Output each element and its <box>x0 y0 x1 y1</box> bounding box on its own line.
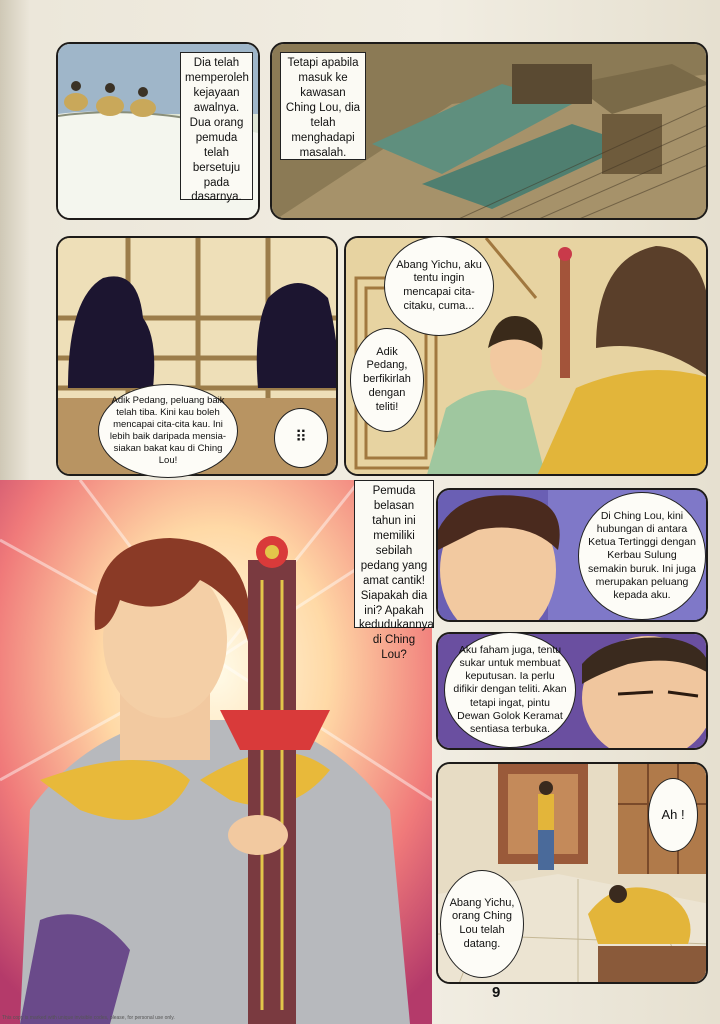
speech-bubble-panel4-left <box>350 328 424 432</box>
caption-panel2: Tetapi apabila masuk ke kawasan Ching Lou, dia telah menghadapi masalah. <box>280 52 366 160</box>
footer-note: This copy is marked with unique invisible codes, please, for personal use only. <box>2 1015 175 1021</box>
speech-text: Adik Pedang, peluang baik telah tiba. Kini kau boleh mencapai cita-cita kau. Ini lebih baik daripada mensia-siakan bakat kau di Ching Lou! <box>109 395 227 466</box>
speech-text: Di Ching Lou, kini hubungan di antara Ketua Tertinggi dengan Kerbau Sulung semakin buruk. Ini juga merupakan peluang kepada aku. <box>588 510 696 601</box>
speech-bubble-panel8 <box>440 870 524 978</box>
dots-glyph: ⠿ <box>295 429 307 446</box>
speech-text: Aku faham juga, tentu sukar untuk membuat keputusan. Ia perlu difikir dengan teliti. Akan tetapi ingat, pintu Dewan Golok Keramat sentiasa terbuka. <box>453 644 567 735</box>
caption-panel5: Pemuda belasan tahun ini memiliki sebilah pedang yang amat cantik! Siapakah dia ini? Apakah kedudukannya di Ching Lou? <box>354 480 434 628</box>
speech-bubble-panel7 <box>444 632 576 748</box>
speech-bubble-panel3-right <box>274 408 328 468</box>
speech-bubble-panel3-left <box>98 384 238 478</box>
speech-bubble-panel4-top <box>384 236 494 336</box>
speech-bubble-ah <box>648 778 698 852</box>
caption-panel1: Dia telah memperoleh kejayaan awalnya. Dua orang pemuda telah bersetuju pada dasarnya. <box>180 52 253 200</box>
speech-text: Abang Yichu, orang Ching Lou telah datang. <box>449 896 515 950</box>
speech-text: Abang Yichu, aku tentu ingin mencapai cita-citaku, cuma... <box>396 258 482 312</box>
speech-text: Adik Pedang, berfikirlah dengan teliti! <box>363 345 411 413</box>
speech-bubble-panel6 <box>578 492 706 620</box>
speech-text: Ah ! <box>661 806 685 822</box>
page-number: 9 <box>492 984 501 1001</box>
